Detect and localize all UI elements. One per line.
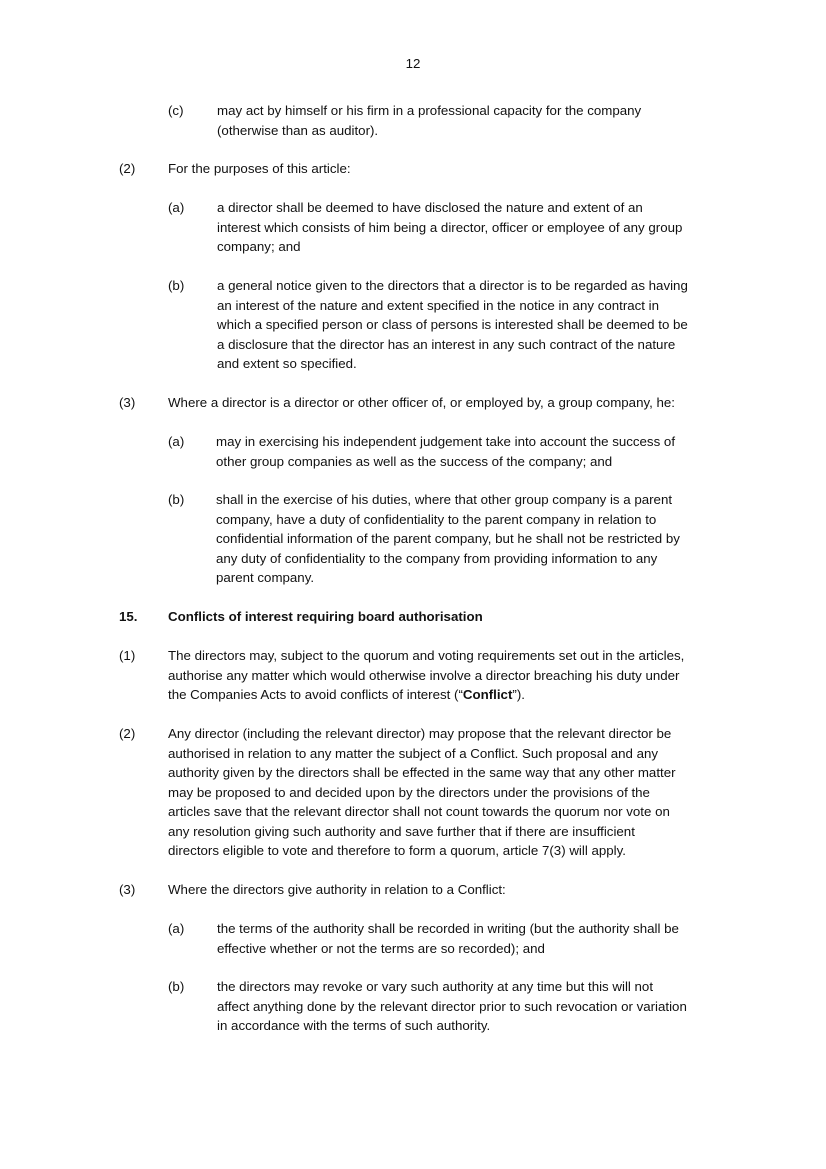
clause-number: (a) — [168, 921, 185, 936]
clause-number: (a) — [168, 434, 185, 449]
clause-text: Where a director is a director or other officer of, or employed by, a group company, he: — [168, 395, 676, 410]
clause-number: (b) — [168, 492, 185, 507]
clause-number: (a) — [168, 200, 185, 215]
clause-text: the directors may revoke or vary such authority at any time but this will not affect anything done by the relevant director prior to such revocation or variation in accordance with the terms of such authority. — [217, 979, 687, 1033]
clause-number: (c) — [168, 103, 184, 118]
clause-number: (b) — [168, 278, 185, 293]
clause-number: (3) — [119, 395, 136, 410]
article-number: 15. — [119, 609, 138, 624]
clause-text: For the purposes of this article: — [168, 161, 351, 176]
defined-term: Conflict — [462, 687, 513, 702]
clause-number: (3) — [119, 882, 136, 897]
clause-number: (2) — [119, 726, 136, 741]
clause-number: (b) — [168, 979, 185, 994]
clause-text: Any director (including the relevant director) may propose that the relevant director be authorised in relation to any matter the subject of a Conflict. Such proposal and any authority given by the directors shall be effected in the same way that any other matter may be proposed to and decided upon by the directors under the provisions of the articles save that the relevant director shall not count towards the quorum nor vote on any resolution giving such authority and save further that if there are insufficient directors eligible to vote and therefore to form a quorum, article 7(3) will apply. — [168, 726, 676, 858]
clause-text: a director shall be deemed to have disclosed the nature and extent of an interest which consists of him being a director, officer or employee of any group company; and — [217, 200, 683, 254]
clause-number: (1) — [119, 648, 136, 663]
clause-text: may in exercising his independent judgement take into account the success of other group companies as well as the success of the company; and — [216, 434, 676, 469]
clause-text: Where the directors give authority in relation to a Conflict: — [168, 882, 506, 897]
clause-text: a general notice given to the directors that a director is to be regarded as having an interest of the nature and extent specified in the notice in any contract in which a specified person or class of persons is interested shall be deemed to be a disclosure that the director has an interest in any such contract of the nature and extent so specified. — [217, 278, 688, 371]
clause-text: the terms of the authority shall be recorded in writing (but the authority shall be effective whether or not the terms are so recorded); and — [217, 921, 679, 956]
page-number: 12 — [405, 56, 421, 71]
clause-number: (2) — [119, 161, 136, 176]
article-title: Conflicts of interest requiring board authorisation — [168, 609, 483, 624]
clause-text: The directors may, subject to the quorum and voting requirements set out in the articles, authorise any matter which would otherwise involve a director breaching his duty under the Companies Acts to avoid conflicts of interest (“Conflict”). — [168, 648, 685, 702]
clause-text: may act by himself or his firm in a professional capacity for the company (otherwise than as auditor). — [217, 103, 642, 138]
clause-text: shall in the exercise of his duties, where that other group company is a parent company, have a duty of confidentiality to the parent company in relation to confidential information of the parent company, but he shall not be restricted by any duty of confidentiality to the company from providing information to any parent company. — [216, 492, 680, 585]
